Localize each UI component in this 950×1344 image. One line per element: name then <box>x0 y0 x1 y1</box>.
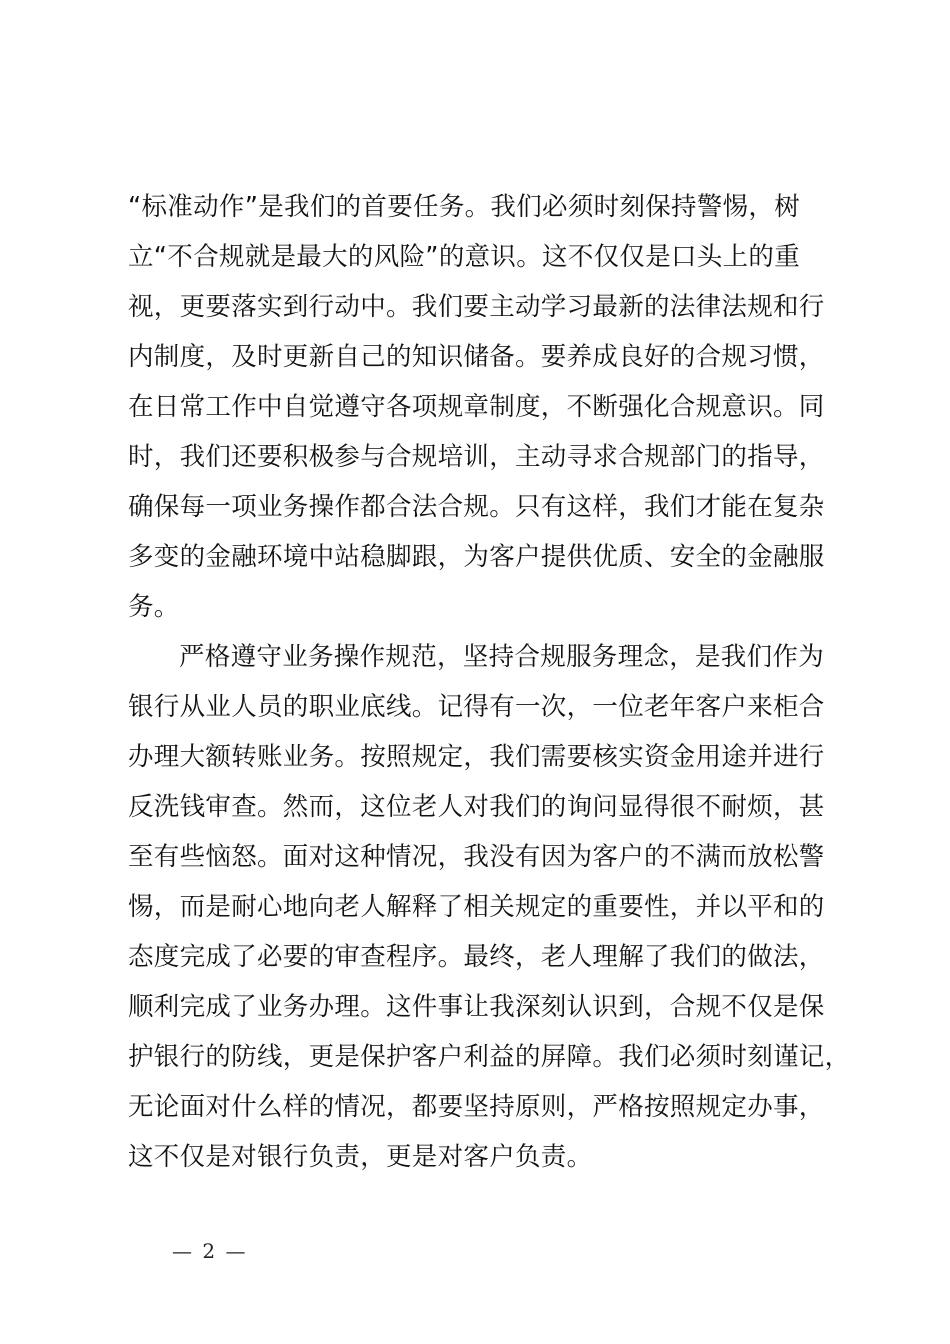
paragraph-first-line: 严格遵守业务操作规范，坚持合规服务理念，是我们作为 <box>179 642 825 672</box>
paragraph-line: 务。 <box>128 592 180 622</box>
paragraph-line: 护银行的防线，更是保护客户利益的屏障。我们必须时刻谨记， <box>128 1042 851 1072</box>
paragraph-line: 无论面对什么样的情况，都要坚持原则，严格按照规定办事， <box>128 1092 825 1122</box>
paragraph-line: 态度完成了必要的审查程序。最终，老人理解了我们的做法， <box>128 942 825 972</box>
paragraph-line: 这不仅是对银行负责，更是对客户负责。 <box>128 1142 593 1172</box>
paragraph-line: 确保每一项业务操作都合法合规。只有这样，我们才能在复杂 <box>128 492 825 522</box>
paragraph-line: 时，我们还要积极参与合规培训，主动寻求合规部门的指导， <box>128 442 825 472</box>
paragraph-1 <box>128 182 848 632</box>
paragraph-line: 内制度，及时更新自己的知识储备。要养成良好的合规习惯， <box>128 342 825 372</box>
paragraph-line: 在日常工作中自觉遵守各项规章制度，不断强化合规意识。同 <box>128 392 825 422</box>
paragraph-line: 办理大额转账业务。按照规定，我们需要核实资金用途并进行 <box>128 742 825 772</box>
paragraph-line: 惕，而是耐心地向老人解释了相关规定的重要性，并以平和的 <box>128 892 825 922</box>
paragraph-line: 顺利完成了业务办理。这件事让我深刻认识到，合规不仅是保 <box>128 992 825 1022</box>
paragraph-line: 视，更要落实到行动中。我们要主动学习最新的法律法规和行 <box>128 292 825 322</box>
paragraph-line: 多变的金融环境中站稳脚跟，为客户提供优质、安全的金融服 <box>128 542 825 572</box>
paragraph-2 <box>128 632 851 1182</box>
body-text <box>128 182 851 1182</box>
paragraph-line: 银行从业人员的职业底线。记得有一次，一位老年客户来柜合 <box>128 692 825 722</box>
paragraph-line: “标准动作”是我们的首要任务。我们必须时刻保持警惕，树 <box>128 192 801 222</box>
page-number: — 2 — <box>172 1239 248 1263</box>
paragraph-line: 反洗钱审查。然而，这位老人对我们的询问显得很不耐烦，甚 <box>128 792 825 822</box>
paragraph-line: 立“不合规就是最大的风险”的意识。这不仅仅是口头上的重 <box>128 242 801 272</box>
paragraph-line: 至有些恼怒。面对这种情况，我没有因为客户的不满而放松警 <box>128 842 825 872</box>
